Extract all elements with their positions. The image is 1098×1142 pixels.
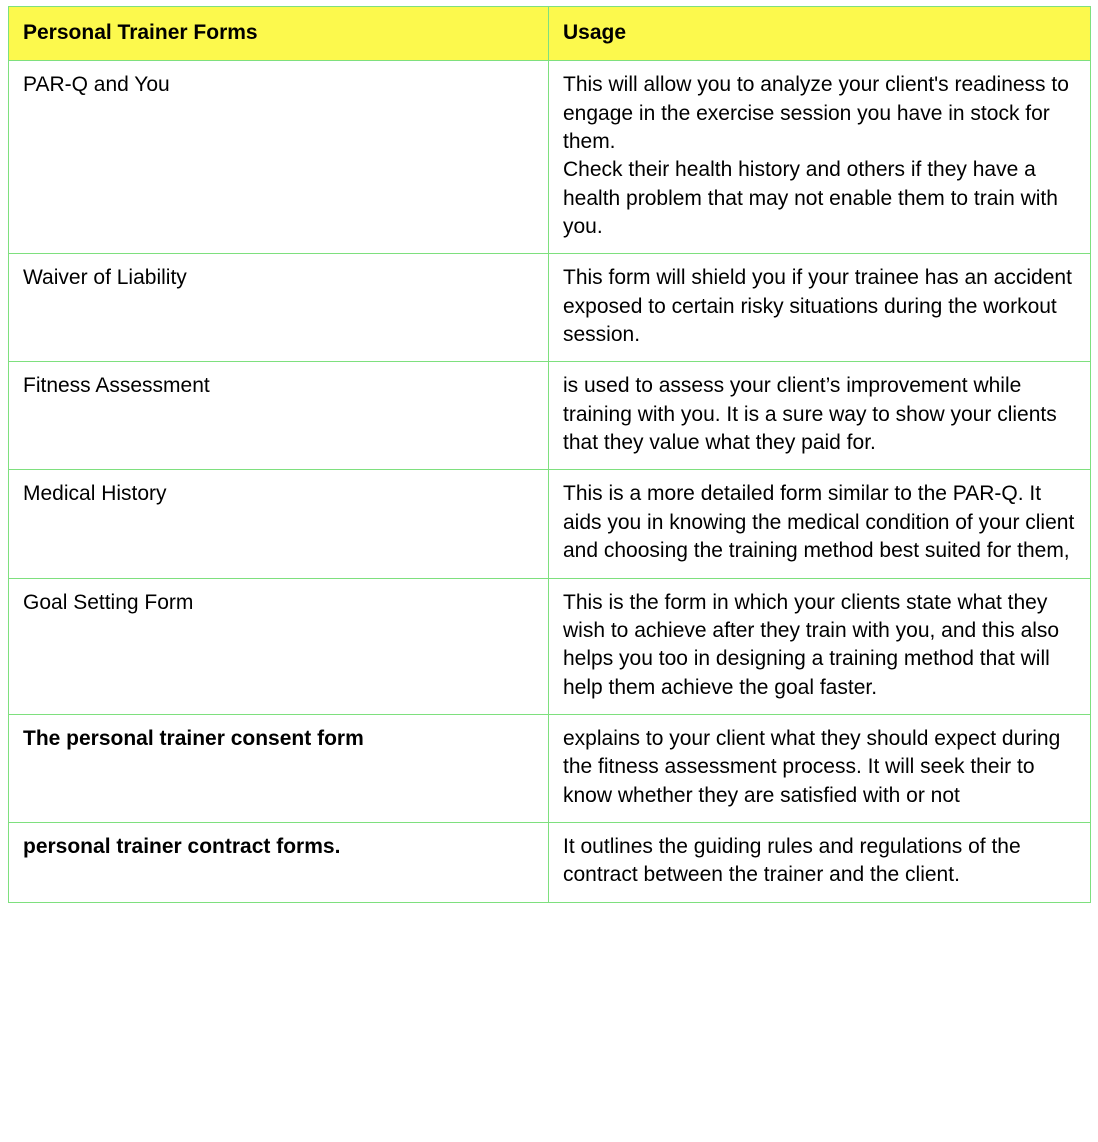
usage-line: It outlines the guiding rules and regulations of the contract between the trainer and the client.: [563, 834, 1027, 887]
column-header-forms: Personal Trainer Forms: [9, 7, 549, 61]
form-name-cell: The personal trainer consent form: [9, 714, 549, 822]
table-body: [9, 61, 1091, 902]
usage-cell: [549, 362, 1091, 470]
table-row: [9, 362, 1091, 470]
table-row: [9, 714, 1091, 822]
form-name-cell: Fitness Assessment: [9, 362, 549, 470]
table-row: [9, 254, 1091, 362]
usage-line: is used to assess your client’s improvement while training with you. It is a sure way to show your clients that they value what they paid for.: [563, 374, 1063, 455]
usage-line: This form will shield you if your trainee has an accident exposed to certain risky situations during the workout session.: [563, 266, 1078, 347]
usage-line: This is a more detailed form similar to the PAR-Q. It aids you in knowing the medical condition of your client and choosing the training method best suited for them,: [563, 482, 1081, 563]
usage-line: This will allow you to analyze your client's readiness to engage in the exercise session you have in stock for them.: [563, 73, 1075, 154]
usage-cell: [549, 470, 1091, 578]
personal-trainer-forms-table: [8, 6, 1091, 903]
usage-line: explains to your client what they should expect during the fitness assessment process. It will seek their to know whether they are satisfied with or not: [563, 726, 1067, 807]
form-name-cell: Medical History: [9, 470, 549, 578]
usage-line: Check their health history and others if they have a health problem that may not enable them to train with you.: [563, 158, 1064, 239]
usage-line: This is the form in which your clients state what they wish to achieve after they train with you, and this also helps you too in designing a training method that will help them achieve the goal faster.: [563, 590, 1065, 699]
usage-cell: [549, 822, 1091, 902]
table-row: [9, 470, 1091, 578]
column-header-usage: Usage: [549, 7, 1091, 61]
usage-cell: [549, 61, 1091, 254]
table-header-row: [9, 7, 1091, 61]
table-row: [9, 822, 1091, 902]
table-row: [9, 61, 1091, 254]
usage-cell: [549, 714, 1091, 822]
form-name-cell: PAR-Q and You: [9, 61, 549, 254]
form-name-cell: personal trainer contract forms.: [9, 822, 549, 902]
table-header: [9, 7, 1091, 61]
form-name-cell: Waiver of Liability: [9, 254, 549, 362]
table-row: [9, 578, 1091, 714]
usage-cell: [549, 254, 1091, 362]
form-name-cell: Goal Setting Form: [9, 578, 549, 714]
usage-cell: [549, 578, 1091, 714]
